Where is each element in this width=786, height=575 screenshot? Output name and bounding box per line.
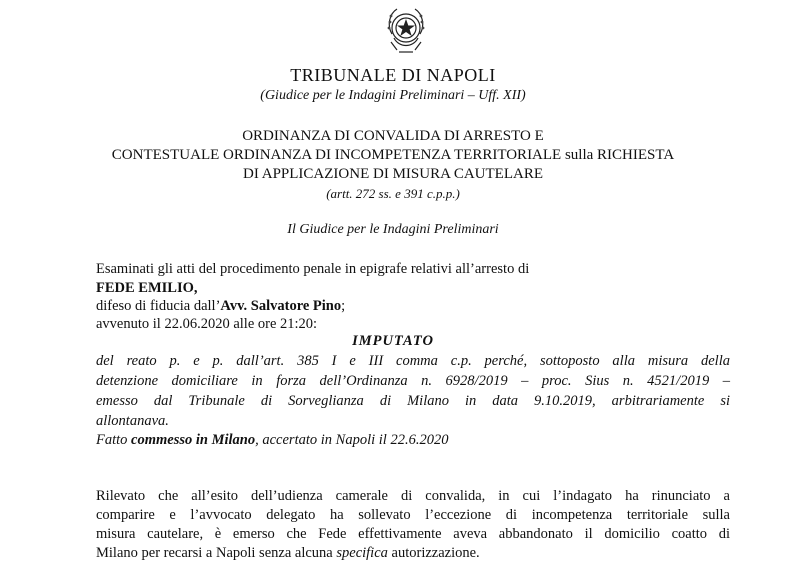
defendant-name: FEDE EMILIO, xyxy=(96,280,198,296)
judge-heading: Il Giudice per le Indagini Preliminari xyxy=(287,222,499,237)
charge-line: emesso dal Tribunale di Sorveglianza di Milano in data 9.10.2019, arbitrariamente si xyxy=(96,393,730,409)
examined-paragraph: Esaminati gli atti del procedimento penale in epigrafe relativi all’arresto di xyxy=(96,261,530,277)
document-title-line-3: DI APPLICAZIONE DI MISURA CAUTELARE xyxy=(243,166,543,182)
ruling-last-prefix: Milano per recarsi a Napoli senza alcuna xyxy=(96,545,337,561)
ruling-last-suffix: autorizzazione. xyxy=(387,545,480,561)
defense-prefix: difeso di fiducia dall’ xyxy=(96,298,221,314)
ruling-line: comparire e l’avvocato delegato ha sollevato l’eccezione di incompetenza territoriale sulla xyxy=(96,507,730,523)
charge-line: detenzione domiciliare in forza dell’Ordinanza n. 6928/2019 – proc. Sius n. 4521/2019 – xyxy=(96,373,730,389)
court-office: (Giudice per le Indagini Preliminari – Uff. XII) xyxy=(260,88,526,103)
document-title-line-2: CONTESTUALE ORDINANZA DI INCOMPETENZA TERRITORIALE sulla RICHIESTA xyxy=(111,147,675,163)
imputato-heading: IMPUTATO xyxy=(352,333,434,349)
fact-prefix: Fatto xyxy=(96,432,132,448)
italian-republic-emblem xyxy=(383,4,429,56)
document-title-line-1: ORDINANZA DI CONVALIDA DI ARRESTO E xyxy=(242,128,544,144)
defense-line xyxy=(96,298,345,315)
defense-suffix: ; xyxy=(341,298,346,314)
arrest-datetime: avvenuto il 22.06.2020 alle ore 21:20: xyxy=(96,316,318,332)
fact-suffix: , accertato in Napoli il 22.6.2020 xyxy=(255,432,449,448)
legal-articles: (artt. 272 ss. e 391 c.p.p.) xyxy=(326,186,460,201)
fact-line xyxy=(96,432,448,449)
fact-place: commesso in Milano xyxy=(131,432,256,448)
ruling-line: Rilevato che all’esito dell’udienza camerale di convalida, in cui l’indagato ha rinunciato a xyxy=(96,488,730,504)
ruling-last-emphasis: specifica xyxy=(336,545,388,561)
lawyer-name: Avv. Salvatore Pino xyxy=(220,298,342,314)
charge-line: del reato p. e p. dall’art. 385 I e III comma c.p. perché, sottoposto alla misura della xyxy=(96,353,730,369)
court-name: TRIBUNALE DI NAPOLI xyxy=(290,65,496,85)
ruling-line: misura cautelare, è emerso che Fede effettivamente aveva abbandonato il domicilio coatto di xyxy=(96,526,730,542)
charge-line: allontanava. xyxy=(96,413,169,429)
ruling-line xyxy=(96,545,480,562)
